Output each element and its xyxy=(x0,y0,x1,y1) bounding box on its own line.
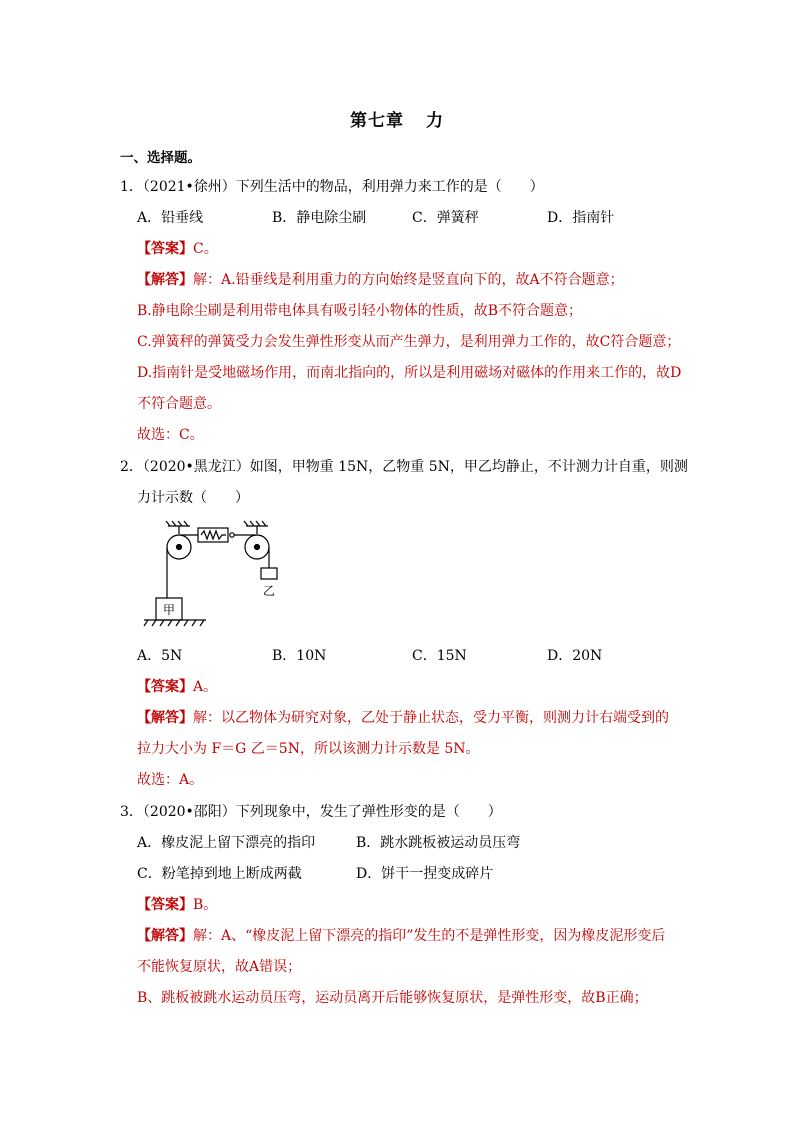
section-heading: 一、选择题。 xyxy=(120,150,201,166)
q2-analysis-2: 拉力大小为 F＝G 乙＝5N，所以该测力计示数是 5N。 xyxy=(137,741,480,757)
q1-stem: 1．（2021•徐州）下列生活中的物品，利用弹力来工作的是（ ） xyxy=(120,179,544,195)
answer-value: A。 xyxy=(193,679,218,695)
q1-analysis-3: C.弹簧秤的弹簧受力会发生弹性形变从而产生弹力，是利用弹力工作的，故C符合题意； xyxy=(137,334,681,350)
q3-option-c: C．粉笔掉到地上断成两截 xyxy=(137,866,302,882)
q1-analysis-4: D.指南针是受地磁场作用，而南北指向的，所以是利用磁场对磁体的作用来工作的，故D xyxy=(137,365,682,381)
label-yi: 乙 xyxy=(262,584,276,598)
analysis-text: 解：A.铅垂线是利用重力的方向始终是竖直向下的，故A不符合题意； xyxy=(193,272,624,288)
q1-analysis-1 xyxy=(137,269,624,289)
q2-stem-1: 2．（2020•黑龙江）如图，甲物重 15N，乙物重 5N，甲乙均静止，不计测力计自重，则测 xyxy=(120,459,688,475)
title-part2: 力 xyxy=(426,111,444,131)
q1-analysis-2: B.静电除尘刷是利用带电体具有吸引轻小物体的性质，故B不符合题意； xyxy=(137,303,583,319)
q3-answer xyxy=(137,894,217,914)
q2-option-a: A．5N xyxy=(137,648,183,664)
q2-stem-2: 力计示数（ ） xyxy=(137,490,249,506)
analysis-text: 解：以乙物体为研究对象，乙处于静止状态，受力平衡，则测力计右端受到的 xyxy=(193,710,669,726)
answer-value: B。 xyxy=(193,897,218,913)
q3-stem: 3．（2020•邵阳）下列现象中，发生了弹性形变的是（ ） xyxy=(120,804,502,820)
q3-option-b: B．跳水跳板被运动员压弯 xyxy=(356,835,521,851)
q1-option-d: D．指南针 xyxy=(547,210,615,226)
q1-analysis-5: 不符合题意。 xyxy=(137,396,221,412)
q1-option-b: B．静电除尘刷 xyxy=(272,210,367,226)
q3-analysis-1 xyxy=(137,925,665,945)
q2-choice: 故选：A。 xyxy=(137,772,204,788)
q2-option-c: C．15N xyxy=(412,648,467,664)
answer-tag: 【答案】 xyxy=(137,679,193,695)
q2-option-b: B．10N xyxy=(272,648,327,664)
q1-choice: 故选：C。 xyxy=(137,427,204,443)
q1-answer xyxy=(137,238,218,258)
q1-option-a: A．铅垂线 xyxy=(137,210,204,226)
q2-answer xyxy=(137,676,217,696)
q3-analysis-3: B、跳板被跳水运动员压弯，运动员离开后能够恢复原状，是弹性形变，故B正确； xyxy=(137,990,648,1006)
analysis-tag: 【解答】 xyxy=(137,928,193,944)
answer-value: C。 xyxy=(193,241,218,257)
title-part1: 第七章 xyxy=(350,111,404,131)
analysis-text: 解：A、“橡皮泥上留下漂亮的指印”发生的不是弹性形变，因为橡皮泥形变后 xyxy=(193,928,666,944)
page-title xyxy=(0,106,794,131)
q3-option-a: A．橡皮泥上留下漂亮的指印 xyxy=(137,835,316,851)
label-jia: 甲 xyxy=(162,603,176,617)
analysis-tag: 【解答】 xyxy=(137,272,193,288)
q3-analysis-2: 不能恢复原状，故A错误； xyxy=(137,959,302,975)
pulley-spring-scale-figure xyxy=(140,520,300,628)
answer-tag: 【答案】 xyxy=(137,897,193,913)
q1-option-c: C．弹簧秤 xyxy=(412,210,479,226)
q2-analysis-1 xyxy=(137,707,669,727)
q3-option-d: D．饼干一捏变成碎片 xyxy=(356,866,494,882)
analysis-tag: 【解答】 xyxy=(137,710,193,726)
q2-option-d: D．20N xyxy=(547,648,603,664)
answer-tag: 【答案】 xyxy=(137,241,193,257)
